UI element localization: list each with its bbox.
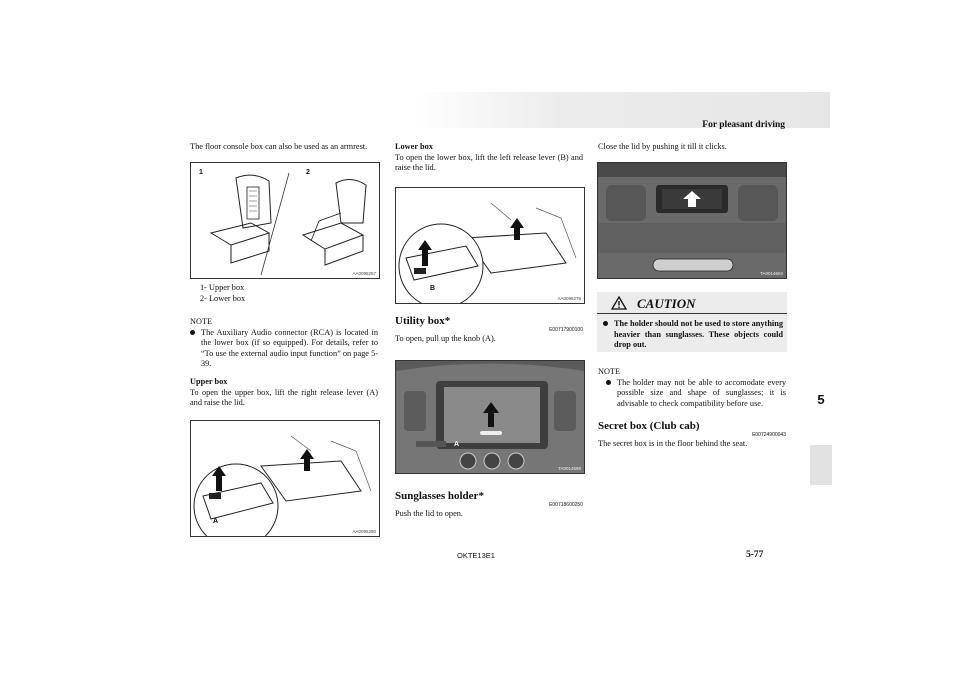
note-item	[190, 328, 378, 370]
utility-box-section	[395, 316, 583, 344]
lower-box-heading: Lower box	[395, 142, 433, 151]
note-block-2	[598, 367, 786, 409]
note-item	[598, 378, 786, 410]
secret-code: E00724900043	[752, 432, 786, 438]
secret-heading-row	[598, 420, 786, 438]
lower-lever-illustration	[396, 188, 584, 303]
fig4-code: TA0014598	[558, 466, 581, 471]
fig2-label-a: A	[213, 518, 219, 525]
lower-box-section	[395, 142, 583, 174]
fig3-code: AA0095275	[557, 296, 581, 301]
fig5-code: TA0014604	[760, 271, 783, 276]
utility-photo	[396, 361, 584, 473]
caution-item	[603, 319, 783, 351]
utility-text: To open, pull up the knob (A).	[395, 333, 496, 343]
figure-lower-box-lever	[395, 187, 585, 304]
sunglasses-text: Push the lid to open.	[395, 508, 463, 518]
section-number: 5	[817, 392, 825, 407]
figure-upper-box-lever	[190, 420, 380, 537]
warning-triangle-icon	[611, 296, 627, 310]
caution-title: CAUTION	[637, 296, 696, 311]
note-block	[190, 317, 378, 370]
utility-code: E00717900100	[549, 327, 583, 333]
secret-heading: Secret box (Club cab)	[598, 420, 700, 432]
figure-utility-box	[395, 360, 585, 474]
sunglasses-holder-section	[395, 491, 583, 519]
upper-box-heading: Upper box	[190, 377, 228, 386]
upper-box-section	[190, 377, 378, 409]
lower-box-text: To open the lower box, lift the left release lever (B) and raise the lid.	[395, 152, 583, 172]
close-text: Close the lid by pushing it till it clicks.	[598, 142, 727, 151]
caution-divider	[597, 313, 787, 314]
fig1-label-2: 2	[306, 169, 310, 176]
page-number: 5-77	[746, 550, 764, 560]
utility-heading: Utility box*	[395, 315, 451, 327]
intro-text: The floor console box can also be used as an armrest.	[190, 142, 368, 151]
footer-code: OKTE13E1	[457, 551, 495, 560]
secret-text: The secret box is in the floor behind the seat.	[598, 438, 748, 448]
header-title: For pleasant driving	[702, 120, 785, 130]
sunglasses-photo	[598, 163, 786, 278]
secret-box-section	[598, 421, 786, 449]
sunglasses-code: E00718600250	[549, 502, 583, 508]
note-text: The Auxiliary Audio connector (RCA) is located in the lower box (if so equipped). For details, refer to “To use the external audio input function” on page 5-39.	[201, 327, 378, 368]
fig4-label-a: A	[454, 441, 460, 448]
console-illustration	[191, 163, 379, 278]
utility-heading-row	[395, 315, 583, 333]
legend-item: 2- Lower box	[200, 293, 246, 303]
figure-sunglasses-holder	[597, 162, 787, 279]
fig2-code: AA0095280	[352, 529, 376, 534]
note-text: The holder may not be able to accomodate every possible size and shape of sunglasses; it is advisable to check compatibility before use.	[617, 377, 786, 408]
note-label: NOTE	[190, 317, 213, 326]
fig1-code: AA0095257	[352, 271, 376, 276]
upper-lever-illustration	[191, 421, 379, 536]
sunglasses-heading-row	[395, 490, 583, 508]
note-label: NOTE	[598, 367, 621, 376]
caution-text: The holder should not be used to store anything heavier than sunglasses. These objects could drop out.	[614, 319, 783, 349]
legend-item: 1- Upper box	[200, 283, 245, 292]
sunglasses-heading: Sunglasses holder*	[395, 490, 484, 502]
bullet-icon	[606, 380, 611, 385]
upper-box-text: To open the upper box, lift the right release lever (A) and raise the lid.	[190, 387, 378, 407]
bullet-icon	[190, 330, 195, 335]
bullet-icon	[603, 321, 608, 326]
legend-list	[200, 283, 378, 304]
figure-console-boxes	[190, 162, 380, 279]
fig1-label-1: 1	[199, 169, 203, 176]
section-tab	[810, 445, 832, 485]
fig3-label-b: B	[430, 285, 436, 292]
